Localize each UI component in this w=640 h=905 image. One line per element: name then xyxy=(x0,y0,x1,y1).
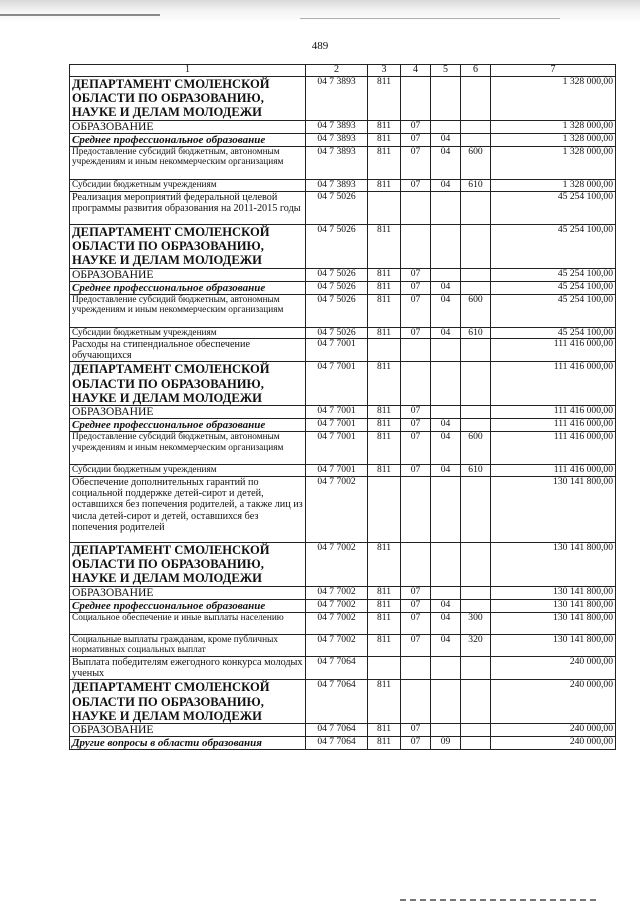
scan-line xyxy=(0,14,160,16)
scan-line xyxy=(300,18,560,19)
expense-type-cell: 610 xyxy=(461,465,491,477)
table-row xyxy=(70,281,616,294)
row-name-cell: Среднее профессиональное образование xyxy=(70,281,306,294)
target-article-cell: 04 7 7064 xyxy=(306,737,368,750)
row-name-cell: Субсидии бюджетным учреждениям xyxy=(70,180,306,192)
table-row xyxy=(70,406,616,419)
department-code-cell: 811 xyxy=(368,419,401,432)
subsection-code-cell xyxy=(431,77,461,121)
target-article-cell: 04 7 7064 xyxy=(306,680,368,724)
department-code-cell: 811 xyxy=(368,147,401,180)
header-cell: 4 xyxy=(401,65,431,77)
target-article-cell: 04 7 3893 xyxy=(306,134,368,147)
amount-cell: 111 416 000,00 xyxy=(491,339,616,362)
target-article-cell: 04 7 7001 xyxy=(306,339,368,362)
department-code-cell: 811 xyxy=(368,180,401,192)
table-row xyxy=(70,268,616,281)
department-code-cell: 811 xyxy=(368,737,401,750)
row-name-cell: Предоставление субсидий бюджетным, автономным учреждениям и иным некоммерческим организациям xyxy=(70,432,306,465)
scan-artifact-bottom xyxy=(400,899,600,901)
header-cell: 5 xyxy=(431,65,461,77)
department-code-cell: 811 xyxy=(368,268,401,281)
amount-cell: 1 328 000,00 xyxy=(491,77,616,121)
table-row xyxy=(70,191,616,224)
row-name-cell: Предоставление субсидий бюджетным, автономным учреждениям и иным некоммерческим организациям xyxy=(70,294,306,327)
amount-cell: 240 000,00 xyxy=(491,680,616,724)
section-code-cell xyxy=(401,362,431,406)
page-number: 489 xyxy=(311,40,329,52)
department-code-cell: 811 xyxy=(368,362,401,406)
target-article-cell: 04 7 3893 xyxy=(306,77,368,121)
table-row xyxy=(70,656,616,679)
target-article-cell: 04 7 5026 xyxy=(306,224,368,268)
table-row xyxy=(70,77,616,121)
row-name-cell: ОБРАЗОВАНИЕ xyxy=(70,268,306,281)
amount-cell: 45 254 100,00 xyxy=(491,191,616,224)
department-code-cell: 811 xyxy=(368,680,401,724)
expense-type-cell xyxy=(461,419,491,432)
amount-cell: 45 254 100,00 xyxy=(491,224,616,268)
target-article-cell: 04 7 7002 xyxy=(306,634,368,656)
expense-type-cell xyxy=(461,406,491,419)
row-name-cell: Расходы на стипендиальное обеспечение обучающихся xyxy=(70,339,306,362)
section-code-cell: 07 xyxy=(401,432,431,465)
department-code-cell xyxy=(368,476,401,542)
department-code-cell: 811 xyxy=(368,327,401,339)
table-row xyxy=(70,476,616,542)
row-name-cell: Среднее профессиональное образование xyxy=(70,134,306,147)
expense-type-cell xyxy=(461,134,491,147)
target-article-cell: 04 7 7001 xyxy=(306,465,368,477)
table-row xyxy=(70,134,616,147)
expense-type-cell xyxy=(461,339,491,362)
expense-type-cell xyxy=(461,268,491,281)
subsection-code-cell: 04 xyxy=(431,294,461,327)
department-code-cell xyxy=(368,339,401,362)
expense-type-cell: 320 xyxy=(461,634,491,656)
department-code-cell: 811 xyxy=(368,599,401,612)
amount-cell: 111 416 000,00 xyxy=(491,419,616,432)
section-code-cell: 07 xyxy=(401,180,431,192)
table-row xyxy=(70,465,616,477)
section-code-cell: 07 xyxy=(401,147,431,180)
section-code-cell: 07 xyxy=(401,327,431,339)
section-code-cell xyxy=(401,224,431,268)
section-code-cell: 07 xyxy=(401,281,431,294)
header-row xyxy=(70,65,616,77)
expense-type-cell: 300 xyxy=(461,612,491,634)
subsection-code-cell: 04 xyxy=(431,134,461,147)
scan-artifact-top xyxy=(0,0,640,22)
expense-type-cell xyxy=(461,599,491,612)
row-name-cell: Предоставление субсидий бюджетным, автономным учреждениям и иным некоммерческим организациям xyxy=(70,147,306,180)
section-code-cell: 07 xyxy=(401,724,431,737)
amount-cell: 45 254 100,00 xyxy=(491,327,616,339)
department-code-cell: 811 xyxy=(368,542,401,586)
section-code-cell: 07 xyxy=(401,419,431,432)
subsection-code-cell: 04 xyxy=(431,147,461,180)
amount-cell: 1 328 000,00 xyxy=(491,134,616,147)
expense-type-cell: 600 xyxy=(461,294,491,327)
row-name-cell: Реализация мероприятий федеральной целевой программы развития образования на 2011-2015 годы xyxy=(70,191,306,224)
amount-cell: 130 141 800,00 xyxy=(491,476,616,542)
table-row xyxy=(70,724,616,737)
header-cell: 3 xyxy=(368,65,401,77)
section-code-cell: 07 xyxy=(401,268,431,281)
table-row xyxy=(70,419,616,432)
expense-type-cell xyxy=(461,737,491,750)
section-code-cell: 07 xyxy=(401,586,431,599)
table-row xyxy=(70,362,616,406)
row-name-cell: ДЕПАРТАМЕНТ СМОЛЕНСКОЙ ОБЛАСТИ ПО ОБРАЗОВАНИЮ, НАУКЕ И ДЕЛАМ МОЛОДЕЖИ xyxy=(70,224,306,268)
amount-cell: 240 000,00 xyxy=(491,737,616,750)
table-row xyxy=(70,224,616,268)
department-code-cell: 811 xyxy=(368,634,401,656)
department-code-cell: 811 xyxy=(368,465,401,477)
amount-cell: 45 254 100,00 xyxy=(491,268,616,281)
target-article-cell: 04 7 7001 xyxy=(306,362,368,406)
target-article-cell: 04 7 5026 xyxy=(306,281,368,294)
section-code-cell: 07 xyxy=(401,294,431,327)
expense-type-cell: 610 xyxy=(461,327,491,339)
department-code-cell: 811 xyxy=(368,134,401,147)
table-row xyxy=(70,121,616,134)
subsection-code-cell xyxy=(431,191,461,224)
subsection-code-cell xyxy=(431,476,461,542)
target-article-cell: 04 7 3893 xyxy=(306,180,368,192)
section-code-cell: 07 xyxy=(401,121,431,134)
expense-type-cell xyxy=(461,586,491,599)
department-code-cell: 811 xyxy=(368,121,401,134)
department-code-cell: 811 xyxy=(368,612,401,634)
table-row xyxy=(70,737,616,750)
amount-cell: 130 141 800,00 xyxy=(491,586,616,599)
subsection-code-cell: 04 xyxy=(431,281,461,294)
row-name-cell: Социальное обеспечение и иные выплаты населению xyxy=(70,612,306,634)
row-name-cell: ОБРАЗОВАНИЕ xyxy=(70,406,306,419)
target-article-cell: 04 7 5026 xyxy=(306,191,368,224)
section-code-cell xyxy=(401,542,431,586)
amount-cell: 130 141 800,00 xyxy=(491,599,616,612)
expense-type-cell xyxy=(461,191,491,224)
row-name-cell: Социальные выплаты гражданам, кроме публичных нормативных социальных выплат xyxy=(70,634,306,656)
table-row xyxy=(70,634,616,656)
table-row xyxy=(70,599,616,612)
row-name-cell: Выплата победителям ежегодного конкурса молодых ученых xyxy=(70,656,306,679)
target-article-cell: 04 7 7002 xyxy=(306,476,368,542)
row-name-cell: ОБРАЗОВАНИЕ xyxy=(70,586,306,599)
amount-cell: 111 416 000,00 xyxy=(491,406,616,419)
amount-cell: 45 254 100,00 xyxy=(491,281,616,294)
amount-cell: 1 328 000,00 xyxy=(491,147,616,180)
row-name-cell: ДЕПАРТАМЕНТ СМОЛЕНСКОЙ ОБЛАСТИ ПО ОБРАЗОВАНИЮ, НАУКЕ И ДЕЛАМ МОЛОДЕЖИ xyxy=(70,542,306,586)
row-name-cell: ДЕПАРТАМЕНТ СМОЛЕНСКОЙ ОБЛАСТИ ПО ОБРАЗОВАНИЮ, НАУКЕ И ДЕЛАМ МОЛОДЕЖИ xyxy=(70,77,306,121)
row-name-cell: Обеспечение дополнительных гарантий по социальной поддержке детей-сирот и детей, оставшихся без попечения родителей, а также лиц из числа детей-сирот и детей, оставшихся без попечения родителей xyxy=(70,476,306,542)
target-article-cell: 04 7 7002 xyxy=(306,599,368,612)
table-row xyxy=(70,680,616,724)
table-row xyxy=(70,294,616,327)
department-code-cell xyxy=(368,656,401,679)
table-row xyxy=(70,180,616,192)
expense-type-cell xyxy=(461,224,491,268)
subsection-code-cell: 04 xyxy=(431,465,461,477)
department-code-cell xyxy=(368,191,401,224)
target-article-cell: 04 7 7064 xyxy=(306,656,368,679)
expense-type-cell xyxy=(461,476,491,542)
expense-type-cell: 600 xyxy=(461,147,491,180)
subsection-code-cell xyxy=(431,542,461,586)
target-article-cell: 04 7 7001 xyxy=(306,406,368,419)
table-row xyxy=(70,339,616,362)
header-cell: 1 xyxy=(70,65,306,77)
amount-cell: 130 141 800,00 xyxy=(491,612,616,634)
expense-type-cell: 610 xyxy=(461,180,491,192)
amount-cell: 130 141 800,00 xyxy=(491,542,616,586)
expense-type-cell xyxy=(461,724,491,737)
expense-type-cell xyxy=(461,121,491,134)
row-name-cell: ДЕПАРТАМЕНТ СМОЛЕНСКОЙ ОБЛАСТИ ПО ОБРАЗОВАНИЮ, НАУКЕ И ДЕЛАМ МОЛОДЕЖИ xyxy=(70,680,306,724)
subsection-code-cell xyxy=(431,406,461,419)
section-code-cell xyxy=(401,476,431,542)
target-article-cell: 04 7 5026 xyxy=(306,268,368,281)
amount-cell: 130 141 800,00 xyxy=(491,634,616,656)
amount-cell: 45 254 100,00 xyxy=(491,294,616,327)
subsection-code-cell xyxy=(431,339,461,362)
target-article-cell: 04 7 7002 xyxy=(306,542,368,586)
expense-type-cell: 600 xyxy=(461,432,491,465)
row-name-cell: ОБРАЗОВАНИЕ xyxy=(70,724,306,737)
subsection-code-cell: 04 xyxy=(431,432,461,465)
department-code-cell: 811 xyxy=(368,406,401,419)
target-article-cell: 04 7 7064 xyxy=(306,724,368,737)
amount-cell: 240 000,00 xyxy=(491,724,616,737)
section-code-cell xyxy=(401,339,431,362)
department-code-cell: 811 xyxy=(368,724,401,737)
header-cell: 7 xyxy=(491,65,616,77)
row-name-cell: Другие вопросы в области образования xyxy=(70,737,306,750)
row-name-cell: Среднее профессиональное образование xyxy=(70,419,306,432)
department-code-cell: 811 xyxy=(368,432,401,465)
subsection-code-cell xyxy=(431,224,461,268)
expense-type-cell xyxy=(461,542,491,586)
target-article-cell: 04 7 5026 xyxy=(306,327,368,339)
subsection-code-cell xyxy=(431,121,461,134)
expense-type-cell xyxy=(461,77,491,121)
table-row xyxy=(70,432,616,465)
budget-table xyxy=(69,64,616,750)
amount-cell: 111 416 000,00 xyxy=(491,432,616,465)
subsection-code-cell xyxy=(431,680,461,724)
table-row xyxy=(70,147,616,180)
subsection-code-cell: 09 xyxy=(431,737,461,750)
department-code-cell: 811 xyxy=(368,294,401,327)
subsection-code-cell xyxy=(431,656,461,679)
subsection-code-cell: 04 xyxy=(431,612,461,634)
header-cell: 2 xyxy=(306,65,368,77)
department-code-cell: 811 xyxy=(368,77,401,121)
row-name-cell: Субсидии бюджетным учреждениям xyxy=(70,327,306,339)
expense-type-cell xyxy=(461,656,491,679)
row-name-cell: ОБРАЗОВАНИЕ xyxy=(70,121,306,134)
table-row xyxy=(70,542,616,586)
section-code-cell: 07 xyxy=(401,406,431,419)
section-code-cell: 07 xyxy=(401,134,431,147)
table-row xyxy=(70,612,616,634)
target-article-cell: 04 7 7002 xyxy=(306,612,368,634)
header-cell: 6 xyxy=(461,65,491,77)
amount-cell: 1 328 000,00 xyxy=(491,180,616,192)
subsection-code-cell: 04 xyxy=(431,599,461,612)
section-code-cell xyxy=(401,77,431,121)
department-code-cell: 811 xyxy=(368,224,401,268)
amount-cell: 111 416 000,00 xyxy=(491,465,616,477)
target-article-cell: 04 7 3893 xyxy=(306,147,368,180)
section-code-cell xyxy=(401,656,431,679)
target-article-cell: 04 7 5026 xyxy=(306,294,368,327)
section-code-cell: 07 xyxy=(401,599,431,612)
amount-cell: 1 328 000,00 xyxy=(491,121,616,134)
amount-cell: 111 416 000,00 xyxy=(491,362,616,406)
section-code-cell xyxy=(401,680,431,724)
expense-type-cell xyxy=(461,680,491,724)
subsection-code-cell: 04 xyxy=(431,327,461,339)
subsection-code-cell: 04 xyxy=(431,180,461,192)
subsection-code-cell xyxy=(431,724,461,737)
target-article-cell: 04 7 7001 xyxy=(306,432,368,465)
expense-type-cell xyxy=(461,281,491,294)
section-code-cell: 07 xyxy=(401,634,431,656)
section-code-cell: 07 xyxy=(401,465,431,477)
section-code-cell: 07 xyxy=(401,612,431,634)
table-row xyxy=(70,327,616,339)
row-name-cell: Среднее профессиональное образование xyxy=(70,599,306,612)
subsection-code-cell xyxy=(431,586,461,599)
row-name-cell: ДЕПАРТАМЕНТ СМОЛЕНСКОЙ ОБЛАСТИ ПО ОБРАЗОВАНИЮ, НАУКЕ И ДЕЛАМ МОЛОДЕЖИ xyxy=(70,362,306,406)
subsection-code-cell: 04 xyxy=(431,419,461,432)
table-body xyxy=(70,65,616,750)
amount-cell: 240 000,00 xyxy=(491,656,616,679)
target-article-cell: 04 7 7002 xyxy=(306,586,368,599)
department-code-cell: 811 xyxy=(368,586,401,599)
target-article-cell: 04 7 3893 xyxy=(306,121,368,134)
expense-type-cell xyxy=(461,362,491,406)
row-name-cell: Субсидии бюджетным учреждениям xyxy=(70,465,306,477)
section-code-cell: 07 xyxy=(401,737,431,750)
target-article-cell: 04 7 7001 xyxy=(306,419,368,432)
section-code-cell xyxy=(401,191,431,224)
department-code-cell: 811 xyxy=(368,281,401,294)
subsection-code-cell xyxy=(431,268,461,281)
subsection-code-cell: 04 xyxy=(431,634,461,656)
table-row xyxy=(70,586,616,599)
subsection-code-cell xyxy=(431,362,461,406)
